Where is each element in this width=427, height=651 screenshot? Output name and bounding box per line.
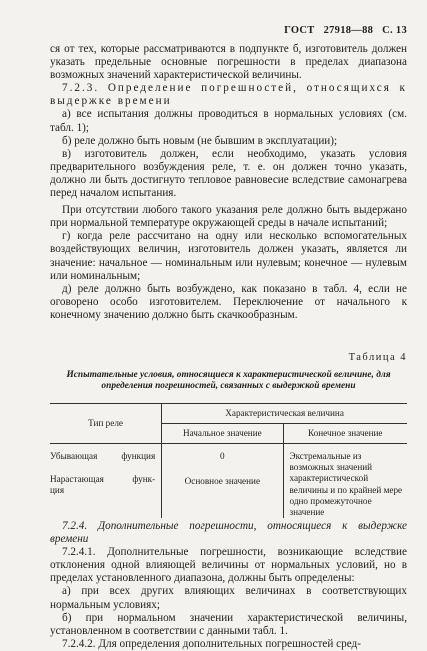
- list-item: д) реле должно быть возбуждено, как показано в табл. 4, если не оговорено особо изготовителем. Переключение от начального к конечному значению должно быть скачкообразным.: [50, 282, 407, 321]
- initial-base: Основное значение: [184, 476, 261, 486]
- paragraph: 7.2.4.2. Для определения дополнительных погрешностей сред-: [62, 637, 361, 650]
- list-item: а) при всех других влияющих величинах в соответствующих нормальным условиях;: [50, 585, 407, 611]
- standard-label: ГОСТ: [284, 25, 315, 36]
- row-decreasing: Убывающая функция: [50, 451, 156, 461]
- lower-text: [50, 520, 407, 651]
- col-initial: Начальное значение: [162, 424, 283, 444]
- list-item: в) изготовитель должен, если необходимо, указать условия предварительного возбуждения реле, т. е. он должен точно указать, должно ли быть достигнуто тепловое равновесие вследствие самонагрева перед началом испытания.: [50, 147, 407, 200]
- relay-type-cell: [50, 444, 162, 519]
- row-increasing: Нарастающая функ-: [50, 474, 156, 484]
- section-heading: 7.2.4. Дополнительные погрешности, относящиеся к выдержке времени: [50, 520, 407, 546]
- test-conditions-table: [50, 403, 407, 518]
- list-item: б) при нормальном значении характеристической величины, установленном в соответствии с данными табл. 1.: [50, 611, 407, 637]
- upper-text: [50, 43, 407, 322]
- col-char-value: Характеристическая величина: [162, 404, 407, 424]
- section-heading: 7.2.3. Определение погрешностей, относящихся к выдержке времени: [50, 82, 407, 108]
- table-title: Испытательные условия, относящиеся к характеристической величине, для определения погрешностей, связанных с выдержкой времени: [66, 370, 391, 391]
- page-number: С. 13: [382, 25, 407, 36]
- standard-number: 27918—88: [323, 25, 374, 36]
- table-number: Таблица 4: [348, 352, 407, 363]
- page-header: [278, 25, 407, 36]
- initial-value-cell: [162, 444, 283, 519]
- list-item: б) реле должно быть новым (не бывшим в эксплуатации);: [62, 134, 338, 147]
- table-caption: [50, 352, 407, 392]
- paragraph: 7.2.4.1. Дополнительные погрешности, возникающие вследствие отклонения одной влияющей величины от нормальных условий, но в пределах установленного диапазона, должны быть определены:: [50, 546, 407, 585]
- col-relay-type: Тип реле: [50, 404, 162, 444]
- col-final: Конечное значение: [283, 424, 407, 444]
- list-item: а) все испытания должны проводиться в нормальных условиях (см. табл. 1);: [50, 108, 407, 134]
- list-item: г) когда реле рассчитано на одну или несколько вспомогательных воздействующих величин, изготовитель должен указать, является ли значение: начальное — номинальным или нулевым; конечное — нулевым или номинальным;: [50, 230, 407, 282]
- paragraph: ся от тех, которые рассматриваются в подпункте б, изготовитель должен указать предельные основные погрешности в пределах диапазона возможных значений характеристической величины.: [50, 43, 407, 82]
- row-increasing-cont: ция: [50, 485, 65, 495]
- paragraph: При отсутствии любого такого указания реле должно быть выдержано при нормальной температуре окружающей среды в начале испытаний;: [50, 204, 407, 230]
- final-value-cell: Экстремальные из возможных значений характеристической величины и по крайней мере одно промежуточное значение: [283, 444, 407, 519]
- initial-zero: 0: [220, 451, 225, 461]
